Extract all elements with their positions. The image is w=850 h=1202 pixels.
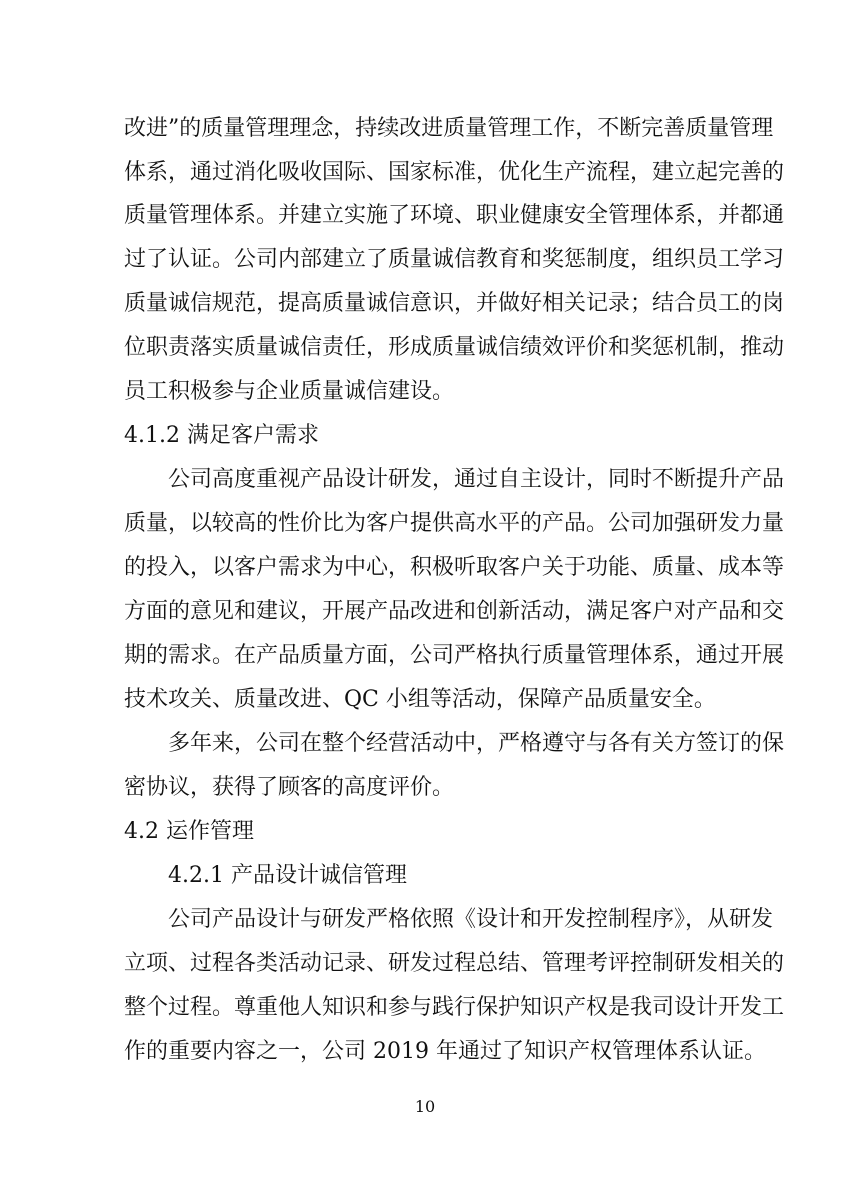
text-line: 公司高度重视产品设计研发，通过自主设计，同时不断提升产品 <box>168 467 785 492</box>
text-line: 质量，以较高的性价比为客户提供高水平的产品。公司加强研发力量 <box>124 511 785 536</box>
text-line: 技术攻关、质量改进、QC 小组等活动，保障产品质量安全。 <box>124 687 716 712</box>
text-line: 整个过程。尊重他人知识和参与践行保护知识产权是我司设计开发工 <box>124 995 785 1020</box>
text-line: 方面的意见和建议，开展产品改进和创新活动，满足客户对产品和交 <box>124 599 785 624</box>
text-line: 员工积极参与企业质量诚信建设。 <box>124 379 455 404</box>
text-line: 质量管理体系。并建立实施了环境、职业健康安全管理体系，并都通 <box>124 203 785 228</box>
text-line: 立项、过程各类活动记录、研发过程总结、管理考评控制研发相关的 <box>124 951 785 976</box>
text-line: 过了认证。公司内部建立了质量诚信教育和奖惩制度，组织员工学习 <box>124 247 785 272</box>
section-heading-4-2-1: 4.2.1 产品设计诚信管理 <box>168 863 407 888</box>
text-line: 密协议，获得了顾客的高度评价。 <box>124 775 455 800</box>
section-heading-4-2: 4.2 运作管理 <box>124 819 254 844</box>
text-line: 体系，通过消化吸收国际、国家标准，优化生产流程，建立起完善的 <box>124 160 785 185</box>
text-line: 位职责落实质量诚信责任，形成质量诚信绩效评价和奖惩机制，推动 <box>124 335 785 360</box>
text-line: 作的重要内容之一，公司 2019 年通过了知识产权管理体系认证。 <box>124 1039 766 1064</box>
page-number: 10 <box>414 1097 436 1116</box>
text-line: 的投入，以客户需求为中心，积极听取客户关于功能、质量、成本等 <box>124 555 785 580</box>
text-line: 期的需求。在产品质量方面，公司严格执行质量管理体系，通过开展 <box>124 643 785 668</box>
text-line: 改进”的质量管理理念，持续改进质量管理工作，不断完善质量管理 <box>124 116 774 141</box>
text-line: 多年来，公司在整个经营活动中，严格遵守与各有关方签订的保 <box>168 731 785 756</box>
text-line: 公司产品设计与研发严格依照《设计和开发控制程序》，从研发 <box>168 907 774 932</box>
text-line: 质量诚信规范，提高质量诚信意识，并做好相关记录；结合员工的岗 <box>124 291 785 316</box>
section-heading-4-1-2: 4.1.2 满足客户需求 <box>124 423 319 448</box>
